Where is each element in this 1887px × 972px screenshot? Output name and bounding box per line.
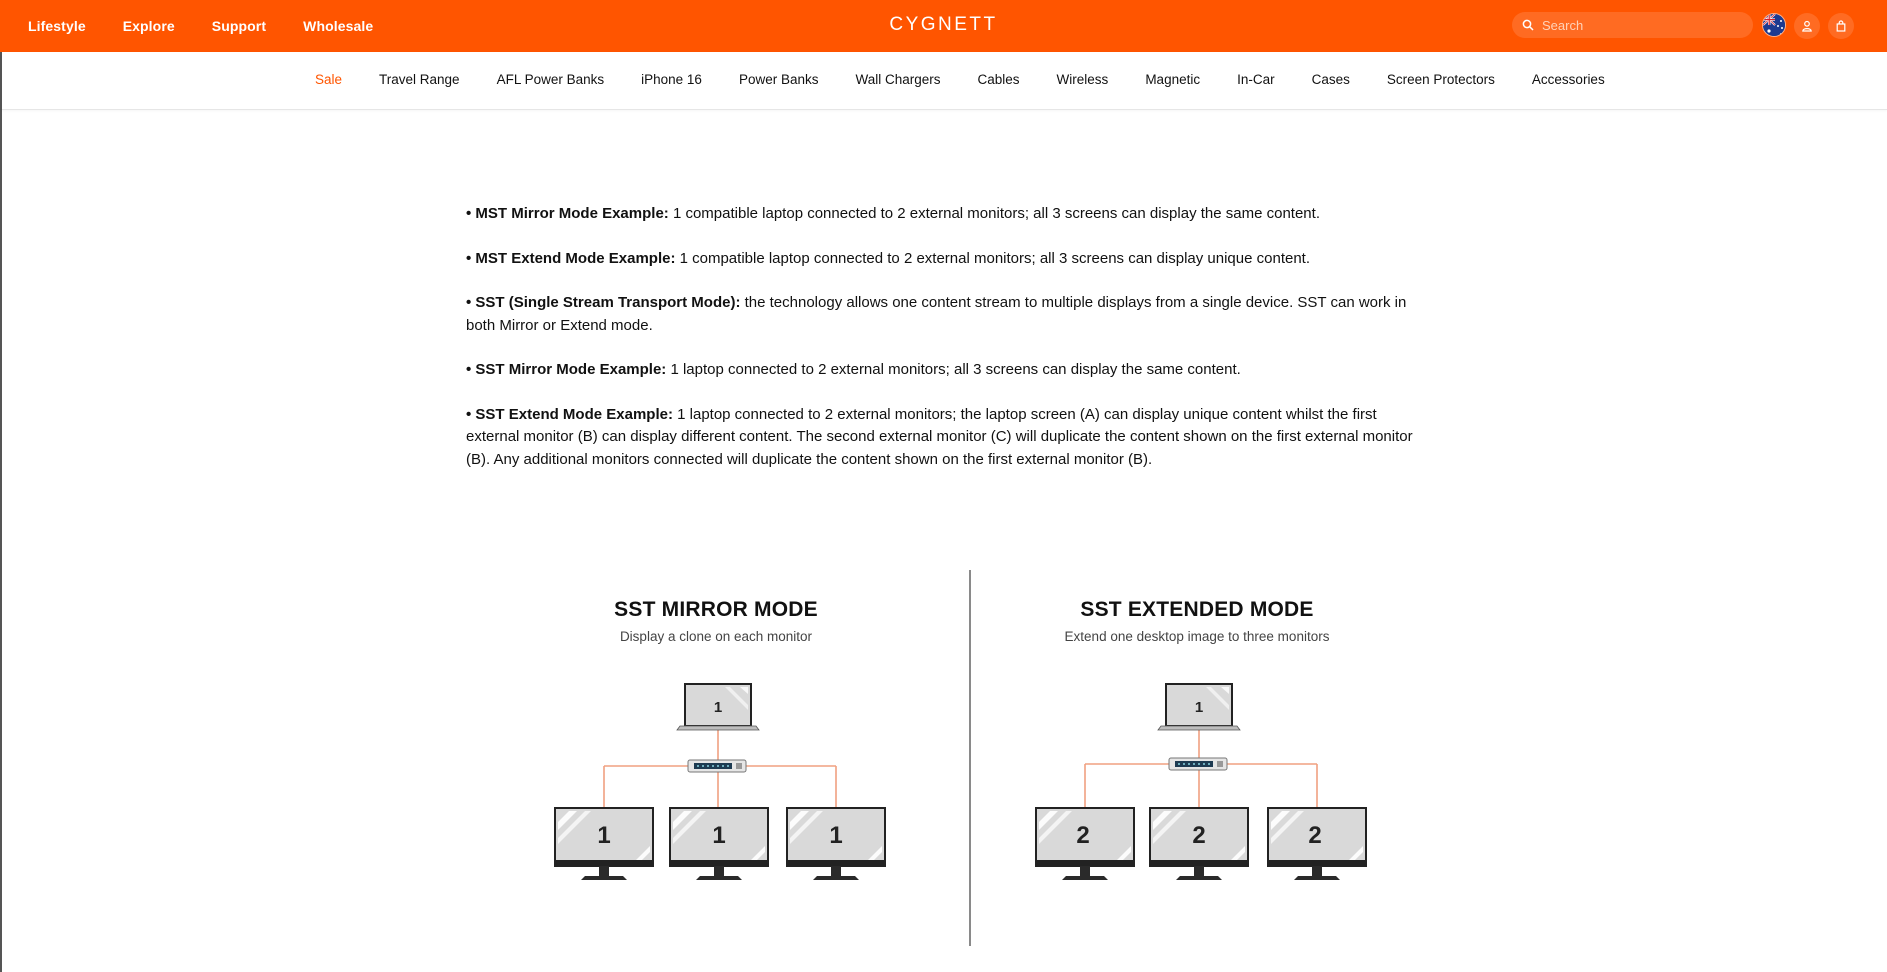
paragraph-text: 1 compatible laptop connected to 2 external monitors; all 3 screens can display unique content. <box>675 249 1311 267</box>
extended-monitor-2-label: 2 <box>1192 822 1206 849</box>
category-sale[interactable]: Sale <box>315 72 343 87</box>
paragraph-label: • MST Mirror Mode Example: <box>466 205 669 222</box>
category-power-banks[interactable]: Power Banks <box>738 72 819 87</box>
nav-lifestyle[interactable]: Lifestyle <box>28 18 86 34</box>
category-wall-chargers[interactable]: Wall Chargers <box>855 72 941 87</box>
category-travel-range[interactable]: Travel Range <box>379 72 460 87</box>
extended-hub <box>1169 758 1227 770</box>
paragraph-text: 1 laptop connected to 2 external monitors; all 3 screens can display the same content. <box>666 361 1241 378</box>
logo[interactable]: CYGNETT <box>889 14 998 35</box>
paragraph-label: • SST (Single Stream Transport Mode): <box>466 294 741 311</box>
category-cases[interactable]: Cases <box>1311 72 1350 87</box>
extended-monitor-1-label: 2 <box>1076 822 1090 849</box>
extended-mode-title: SST EXTENDED MODE <box>1080 598 1314 621</box>
mirror-laptop-label: 1 <box>713 699 723 716</box>
nav-explore[interactable]: Explore <box>122 18 175 34</box>
mirror-mode-diagram <box>555 684 885 880</box>
nav-support[interactable]: Support <box>211 18 267 34</box>
paragraph-label: • SST Extend Mode Example: <box>466 405 673 423</box>
mirror-monitor-2-label: 1 <box>712 822 726 849</box>
extended-laptop-label: 1 <box>1194 699 1204 716</box>
paragraph-text: 1 laptop connected to 2 external monitors; the laptop screen (A) can display unique content whilst the first external monitor (B) can display different content. The second external monitor (C) will duplicate the content shown on the first external monitor (B). Any additional monitors connected will duplicate the content shown on the first external monitor (B). <box>466 405 1413 468</box>
mirror-hub <box>688 760 746 772</box>
category-afl-power-banks[interactable]: AFL Power Banks <box>496 72 605 87</box>
paragraph-label: • MST Extend Mode Example: <box>466 249 676 267</box>
paragraph-text: the technology allows one content stream to multiple displays from a single device. SST can work in both Mirror or Extend mode. <box>466 294 1407 334</box>
extended-mode-subtitle: Extend one desktop image to three monitors <box>1064 629 1330 644</box>
category-wireless[interactable]: Wireless <box>1056 72 1109 87</box>
category-magnetic[interactable]: Magnetic <box>1145 72 1201 87</box>
category-accessories[interactable]: Accessories <box>1531 72 1605 87</box>
category-cables[interactable]: Cables <box>977 72 1020 87</box>
category-in-car[interactable]: In-Car <box>1237 72 1275 87</box>
paragraph-text: 1 compatible laptop connected to 2 external monitors; all 3 screens can display the same content. <box>668 205 1320 222</box>
category-screen-protectors[interactable]: Screen Protectors <box>1386 72 1495 87</box>
mirror-mode-subtitle: Display a clone on each monitor <box>619 629 813 644</box>
mirror-monitor-3-label: 1 <box>829 822 843 849</box>
mirror-mode-title: SST MIRROR MODE <box>614 598 818 621</box>
extended-monitor-3-label: 2 <box>1308 822 1322 849</box>
category-iphone-16[interactable]: iPhone 16 <box>641 72 702 87</box>
paragraph-label: • SST Mirror Mode Example: <box>466 361 667 378</box>
nav-wholesale[interactable]: Wholesale <box>303 18 374 34</box>
mirror-monitor-1-label: 1 <box>597 822 611 849</box>
extended-mode-diagram <box>1036 684 1366 880</box>
